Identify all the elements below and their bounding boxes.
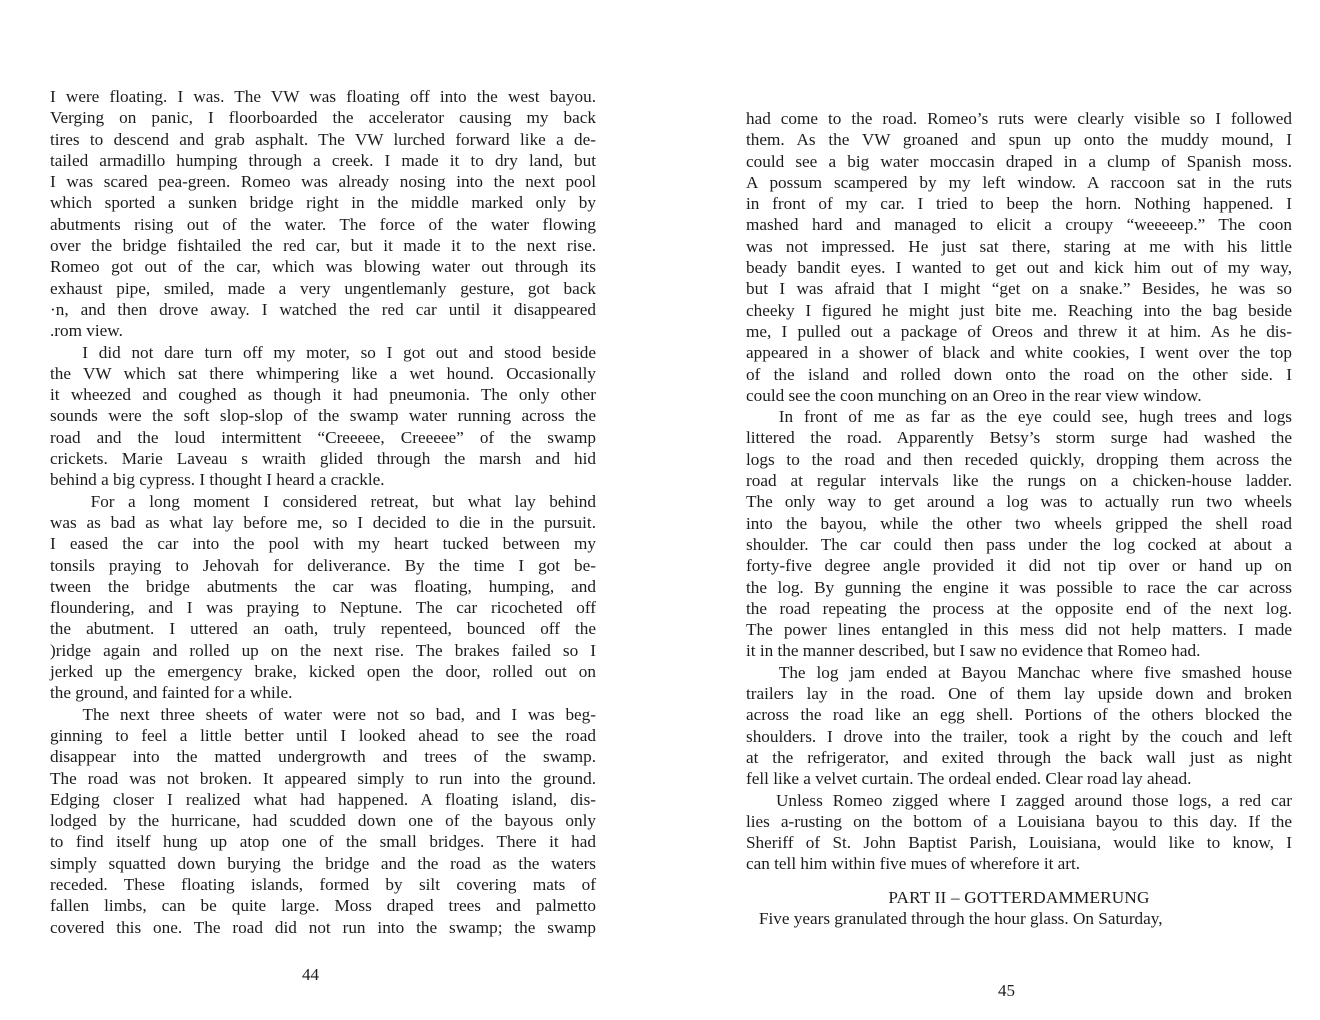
- section-heading: PART II – GOTTERDAMMERUNG: [888, 887, 1150, 907]
- text-line: disappear into the matted undergrowth and trees of the swamp.: [50, 747, 596, 767]
- right-page-closing-line: [746, 908, 1292, 929]
- text-line: cheeky I figured he might just bite me. Reaching into the bag beside: [746, 300, 1292, 320]
- text-line: the log. By gunning the engine it was possible to race the car across: [746, 577, 1292, 597]
- text-line: For a long moment I considered retreat, but what lay behind: [50, 491, 596, 511]
- text-line: over the bridge fishtailed the red car, but it made it to the next rise.: [50, 236, 596, 256]
- text-line: The next three sheets of water were not so bad, and I was beg-: [50, 704, 597, 724]
- text-line: Sheriff of St. John Baptist Parish, Louisiana, would like to know, I: [746, 833, 1292, 853]
- text-line: it wheezed and coughed as though it had pneumonia. The only other: [50, 385, 596, 405]
- text-line: tailed armadillo humping through a creek. I made it to dry land, but: [50, 150, 596, 170]
- right-page-text: [746, 108, 1292, 875]
- text-line: to find itself hung up atop one of the small bridges. There it had: [50, 832, 596, 852]
- text-line: floundering, and I was praying to Neptune. The car ricocheted off: [50, 598, 596, 618]
- left-page: [50, 86, 596, 938]
- text-line: The road was not broken. It appeared simply to run into the ground.: [50, 768, 596, 788]
- text-line: Edging closer I realized what had happened. A floating island, dis-: [50, 789, 596, 809]
- text-line: ·n, and then drove away. I watched the red car until it disappeared: [50, 299, 596, 319]
- text-line: tonsils praying to Jehovah for deliverance. By the time I got be-: [50, 555, 596, 575]
- text-line: In front of me as far as the eye could see, hugh trees and logs: [746, 407, 1292, 427]
- text-line: behind a big cypress. I thought I heard a crackle.: [50, 470, 385, 490]
- text-line: receded. These floating islands, formed by silt covering mats of: [50, 874, 596, 894]
- text-line: into the bayou, while the other two wheels gripped the shell road: [746, 513, 1292, 533]
- text-line: .rom view.: [50, 321, 123, 341]
- text-line: abutments rising out of the water. The force of the water flowing: [50, 214, 596, 234]
- text-line: the road repeating the process at the opposite end of the next log.: [746, 598, 1292, 618]
- text-line: jerked up the emergency brake, kicked open the door, rolled out on: [50, 662, 596, 682]
- text-line: lodged by the hurricane, had scudded down one of the bayous only: [50, 811, 596, 831]
- text-line: can tell him within five mues of wherefore it art.: [746, 854, 1081, 874]
- text-line: Verging on panic, I floorboarded the accelerator causing my back: [50, 108, 596, 128]
- text-line: I eased the car into the pool with my heart tucked between my: [50, 534, 596, 554]
- text-line: Romeo got out of the car, which was blowing water out through its: [50, 257, 596, 277]
- text-line: it in the manner described, but I saw no evidence that Romeo had.: [746, 641, 1201, 661]
- text-line: road at regular intervals like the rungs on a chicken-house ladder.: [746, 471, 1292, 491]
- text-line: tween the bridge abutments the car was floating, humping, and: [50, 576, 596, 596]
- text-line: me, I pulled out a package of Oreos and threw it at him. As he dis-: [746, 321, 1292, 341]
- text-line: at the refrigerator, and exited through the back wall just as night: [746, 747, 1292, 767]
- text-line: The only way to get around a log was to actually run two wheels: [746, 492, 1292, 512]
- right-page: [746, 108, 1292, 929]
- text-line: lies a-rusting on the bottom of a Louisiana bayou to this day. If the: [746, 811, 1292, 831]
- text-line: but I was afraid that I might “get on a snake.” Besides, he was so: [746, 279, 1292, 299]
- text-line: )ridge again and rolled up on the next rise. The brakes failed so I: [50, 640, 596, 660]
- text-line: exhaust pipe, smiled, made a very ungentlemanly gesture, got back: [50, 278, 596, 298]
- text-line: I did not dare turn off my moter, so I got out and stood beside: [50, 342, 597, 362]
- text-line: had come to the road. Romeo’s ruts were clearly visible so I followed: [746, 109, 1292, 128]
- text-line: littered the road. Apparently Betsy’s storm surge had washed the: [746, 428, 1292, 448]
- text-line: shoulder. The car could then pass under the log cocked at about a: [746, 534, 1292, 554]
- page-number-left: 44: [302, 965, 319, 984]
- text-line: them. As the VW groaned and spun up onto the muddy mound, I: [746, 130, 1292, 150]
- text-line: was as bad as what lay before me, so I decided to die in the pursuit.: [50, 512, 596, 532]
- text-line: I was scared pea-green. Romeo was already nosing into the next pool: [50, 172, 596, 192]
- text-line: the ground, and fainted for a while.: [50, 683, 293, 703]
- text-line: the abutment. I uttered an oath, truly repenteed, bounced off the: [50, 619, 596, 639]
- text-line: The power lines entangled in this mess did not help matters. I made: [746, 620, 1292, 640]
- text-line: shoulders. I drove into the trailer, took a right by the couch and left: [746, 726, 1292, 746]
- text-line: sounds were the soft slop-slop of the swamp water running across the: [50, 406, 596, 426]
- text-line: of the island and rolled down onto the road on the other side. I: [746, 364, 1292, 384]
- text-line: The log jam ended at Bayou Manchac where five smashed house: [746, 662, 1292, 682]
- text-line: mashed hard and managed to elicit a croupy “weeeeep.” The coon: [746, 215, 1292, 235]
- text-line: covered this one. The road did not run into the swamp; the swamp: [50, 917, 596, 937]
- text-line: in front of my car. I tried to beep the horn. Nothing happened. I: [746, 194, 1292, 214]
- text-line: trailers lay in the road. One of them lay upside down and broken: [746, 684, 1292, 704]
- text-line: could see a big water moccasin draped in a clump of Spanish moss.: [746, 151, 1292, 171]
- text-line: beady bandit eyes. I wanted to get out and kick him out of my way,: [746, 258, 1292, 278]
- left-page-text: [50, 86, 596, 938]
- text-line: A possum scampered by my left window. A raccoon sat in the ruts: [746, 172, 1292, 192]
- text-line: road and the loud intermittent “Creeeee, Creeeee” of the swamp: [50, 427, 596, 447]
- text-line: across the road like an egg shell. Portions of the others blocked the: [746, 705, 1292, 725]
- text-line: was not impressed. He just sat there, staring at me with his little: [746, 236, 1292, 256]
- text-line: fallen limbs, can be quite large. Moss draped trees and palmetto: [50, 896, 596, 916]
- text-line: which sported a sunken bridge right in the middle marked only by: [50, 193, 596, 213]
- text-line: forty-five degree angle provided it did not tip over or hand up on: [746, 556, 1292, 576]
- text-line: tires to descend and grab asphalt. The VW lurched forward like a de-: [50, 129, 596, 149]
- page-number-right: 45: [998, 981, 1015, 1000]
- text-line: the VW which sat there whimpering like a wet hound. Occasionally: [50, 363, 596, 383]
- text-line: could see the coon munching on an Oreo in the rear view window.: [746, 385, 1202, 405]
- text-line: logs to the road and then receded quickly, dropping them across the: [746, 449, 1292, 469]
- text-line: appeared in a shower of black and white cookies, I went over the top: [746, 343, 1292, 363]
- text-line: I were floating. I was. The VW was floating off into the west bayou.: [50, 87, 596, 106]
- text-line: Unless Romeo zigged where I zagged around those logs, a red car: [746, 790, 1293, 810]
- text-line: Five years granulated through the hour glass. On Saturday,: [746, 908, 1163, 928]
- text-line: simply squatted down burying the bridge and the road as the waters: [50, 853, 596, 873]
- text-line: ginning to feel a little better until I looked ahead to see the road: [50, 725, 596, 745]
- text-line: crickets. Marie Laveau s wraith glided through the marsh and hid: [50, 449, 596, 469]
- text-line: fell like a velvet curtain. The ordeal ended. Clear road lay ahead.: [746, 769, 1192, 789]
